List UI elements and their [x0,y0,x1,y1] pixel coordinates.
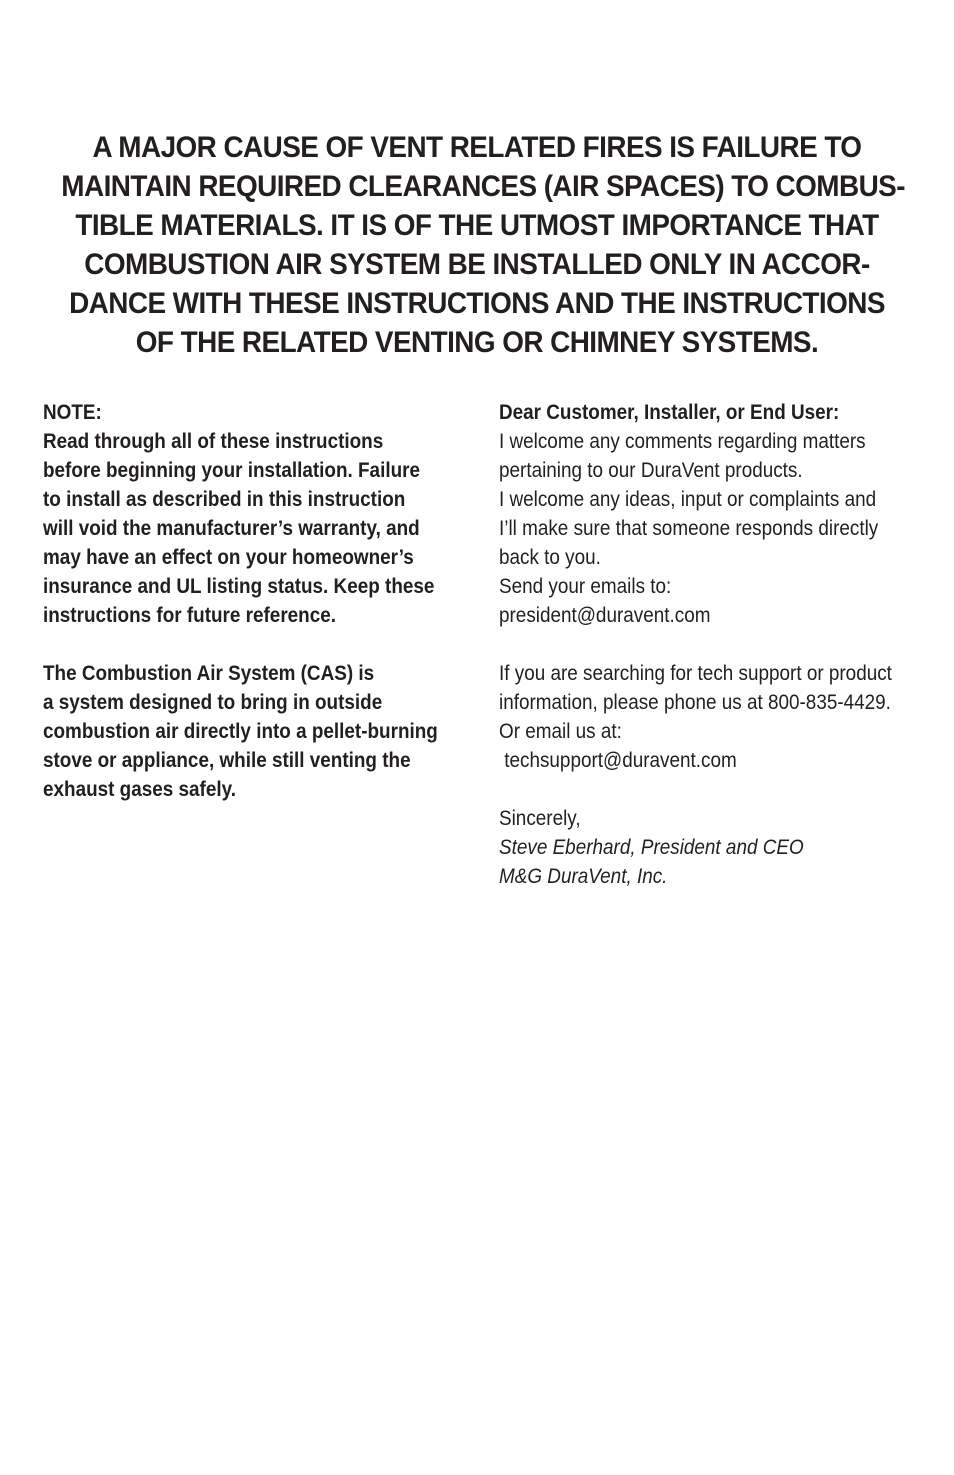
letter-line: Or email us at: [499,720,622,743]
note-heading: NOTE: [43,401,102,424]
letter-closing: Sincerely, [499,807,581,830]
cas-line: The Combustion Air System (CAS) is [43,662,375,685]
letter-line: I’ll make sure that someone responds directly [499,517,879,540]
warning-line: COMBUSTION AIR SYSTEM BE INSTALLED ONLY IN ACCOR- [84,248,870,281]
signature-company: M&G DuraVent, Inc. [499,865,668,888]
note-line: instructions for future reference. [43,604,337,627]
letter-line: If you are searching for tech support or product [499,662,892,685]
paragraph-spacer [43,630,466,659]
note-line: Read through all of these instructions [43,430,384,453]
letter-line: pertaining to our DuraVent products. [499,459,803,482]
letter-line: I welcome any ideas, input or complaints and [499,488,877,511]
president-email: president@duravent.com [499,604,711,627]
cas-line: combustion air directly into a pellet-burning [43,720,438,743]
fire-warning-heading [61,128,905,362]
letter-greeting: Dear Customer, Installer, or End User: [499,401,840,424]
note-line: will void the manufacturer’s warranty, and [43,517,420,540]
letter-line: back to you. [499,546,601,569]
cas-description [43,659,466,804]
letter-line: Send your emails to: [499,575,672,598]
warning-line: MAINTAIN REQUIRED CLEARANCES (AIR SPACES) TO COMBUS- [61,170,905,203]
warning-line: TIBLE MATERIALS. IT IS OF THE UTMOST IMPORTANCE THAT [75,209,879,242]
cas-line: exhaust gases safely. [43,778,236,801]
cas-line: a system designed to bring in outside [43,691,383,714]
support-phone-line: information, please phone us at 800-835-4429. [499,691,891,714]
note-line: to install as described in this instruction [43,488,406,511]
warning-line: DANCE WITH THESE INSTRUCTIONS AND THE INSTRUCTIONS [69,287,885,320]
note-line: insurance and UL listing status. Keep these [43,575,435,598]
techsupport-email: techsupport@duravent.com [499,749,737,772]
note-section [43,398,466,630]
note-line: may have an effect on your homeowner’s [43,546,414,569]
cas-line: stove or appliance, while still venting the [43,749,411,772]
letter-section [499,398,922,891]
right-column [499,398,922,891]
paragraph-spacer [499,775,922,804]
left-column [43,398,466,804]
paragraph-spacer [499,630,922,659]
letter-line: I welcome any comments regarding matters [499,430,866,453]
signature-name: Steve Eberhard, President and CEO [499,836,804,859]
warning-line: OF THE RELATED VENTING OR CHIMNEY SYSTEMS. [135,326,819,359]
note-line: before beginning your installation. Failure [43,459,420,482]
warning-line: A MAJOR CAUSE OF VENT RELATED FIRES IS FAILURE TO [92,131,862,164]
